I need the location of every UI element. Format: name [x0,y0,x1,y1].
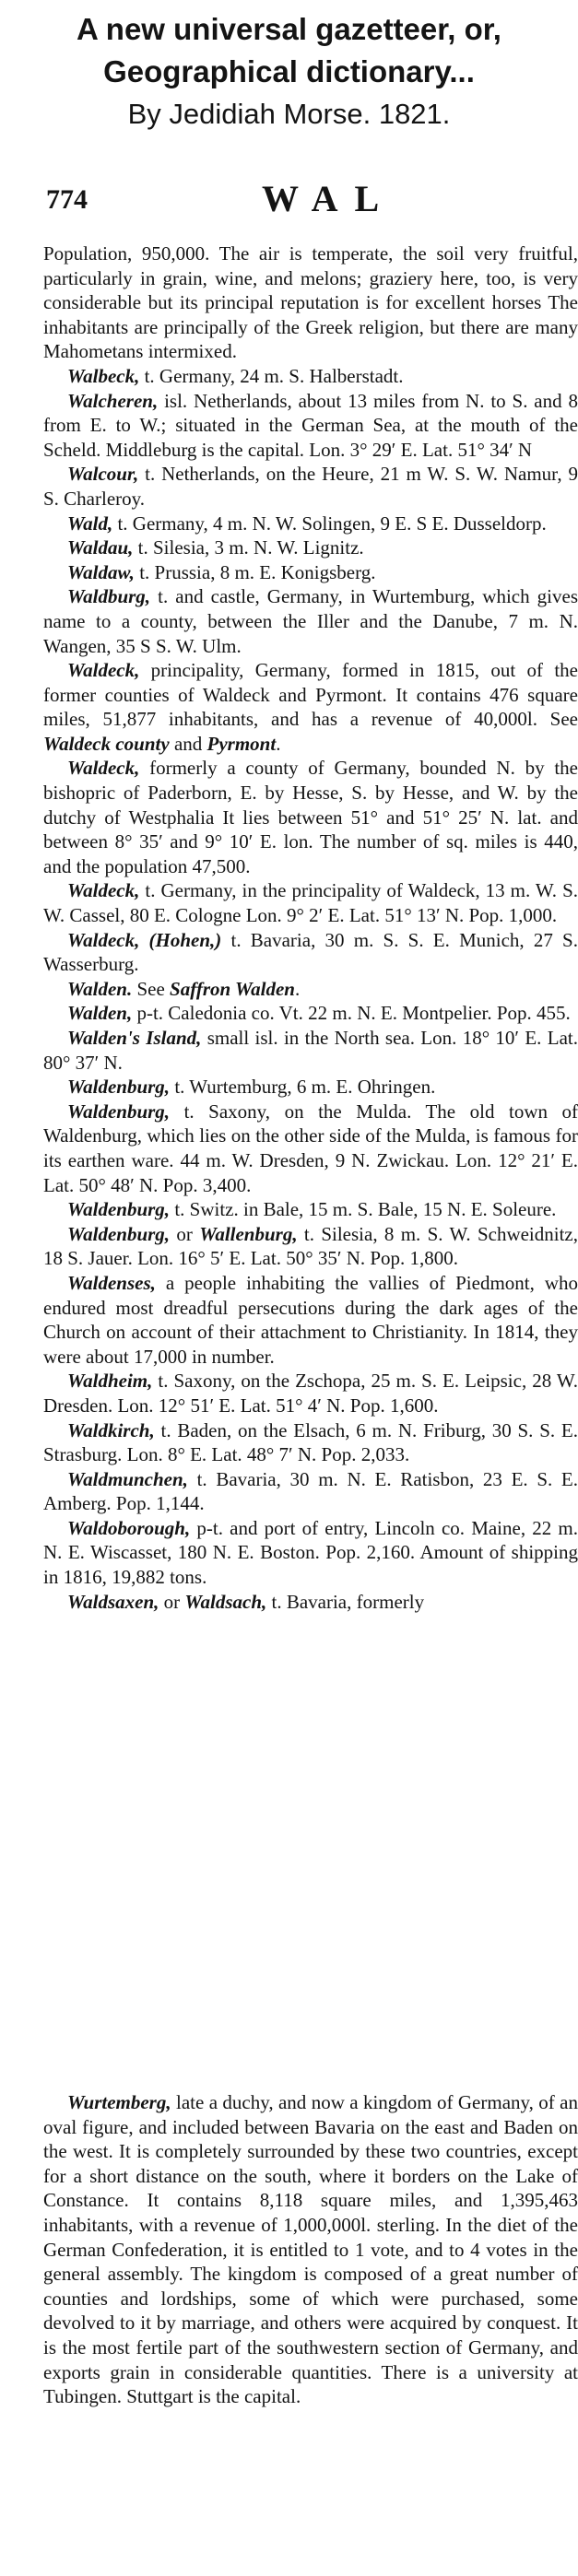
entry-text: or [159,1590,185,1613]
gazetteer-entry [43,1222,578,1271]
entry-text: . [276,732,281,755]
entry-text: t. Germany, 24 m. S. Halberstadt. [139,364,404,387]
gazetteer-entry [43,389,578,463]
gazetteer-entry [43,2090,578,2409]
entry-text: t. Bavaria, 30 m. N. E. Ratisbon, 23 E. S. E. Amberg. Pop. 1,144. [43,1467,578,1515]
entry-headword: Waldeck, (Hohen,) [67,928,222,951]
entry-headword: Waldenses, [67,1271,156,1294]
entry-text: t. Germany, 4 m. N. W. Solingen, 9 E. S E. Dusseldorp. [112,512,547,535]
entry-headword: Waldenburg, [67,1100,171,1123]
entry-text: t. Germany, in the principality of Waldeck, 13 m. W. S. W. Cassel, 80 E. Cologne Lon. 9° 2′ E. Lat. 51° 13′ N. Pop. 1,000. [43,879,578,927]
gazetteer-entry [43,1590,578,1615]
entry-headword: Waldeck, [67,757,140,780]
entry-headword: Waldkirch, [67,1418,155,1441]
entry-cross-reference: Wallenburg, [199,1222,298,1245]
entry-headword: Walcour, [67,463,139,486]
entry-headword: Walcheren, [67,389,159,412]
entry-headword: Waldheim, [67,1370,153,1393]
gazetteer-column-top [43,241,578,1614]
gazetteer-entry [43,241,578,364]
entry-headword: Walbeck, [67,364,140,387]
gazetteer-entry [43,1001,578,1026]
gazetteer-entry [43,512,578,536]
header-byline: By Jedidiah Morse. 1821. [127,98,451,130]
entry-headword: Walden's Island, [67,1027,202,1049]
entry-headword: Waldau, [67,536,134,559]
gazetteer-entry [43,658,578,756]
entry-text: or [170,1222,200,1245]
entry-text: p-t. Caledonia co. Vt. 22 m. N. E. Montpelier. Pop. 455. [132,1002,571,1025]
entry-headword: Waldburg, [67,585,151,608]
entry-text: late a duchy, and now a kingdom of Germany, of an oval figure, and included between Bavaria on the east and Baden on the west. It is completely surrounded by these two countries, except for a short distance on the south, where it borders on the Lake of Constance. It contains 8,118 square miles, and 1,395,463 inhabitants, with a revenue of 1,000,000l. sterling. In the diet of the German Confederation, it is entitled to 1 vote, and to 4 votes in the general assembly. The kingdom is composed of a great number of counties and lordships, some of which were purchased, some devolved to it by marriage, and others were acquired by conquest. It is the most fertile part of the southwestern section of Germany, and exports grain in considerable quantities. There is a university at Tubingen. Stuttgart is the capital. [43,2091,578,2408]
entry-text: t. Silesia, 3 m. N. W. Lignitz. [133,536,364,559]
gazetteer-entry [43,1075,578,1100]
collection-header [0,0,578,147]
running-head-word: WAL [262,178,396,219]
entry-cross-reference: Waldsach, [184,1590,267,1613]
entry-text: . [295,977,301,1000]
gazetteer-entry [43,1026,578,1075]
gazetteer-entry [43,1369,578,1417]
gazetteer-entry [43,1197,578,1222]
entry-text: t. Silesia, 8 m. S. W. Schweidnitz, 18 S. Jauer. Lon. 16° 5′ E. Lat. 50° 35′ N. Pop. 1,800. [43,1222,578,1270]
gazetteer-entry [43,756,578,878]
entry-text: small isl. in the North sea. Lon. 18° 10′ E. Lat. 80° 37′ N. [43,1027,578,1074]
entry-headword: Walden, [67,1002,133,1025]
gazetteer-entry [43,1271,578,1369]
gazetteer-entry [43,878,578,927]
entry-headword: Waldmunchen, [67,1467,188,1490]
entry-text: t. Saxony, on the Mulda. The old town of Waldenburg, which lies on the other side of the Mulda, is famous for its earthen ware. 44 m. W. Dresden, 9 N. Zwickau. Lon. 12° 21′ E. Lat. 50° 48′ N. Pop. 3,400. [43,1100,578,1196]
entry-headword: Waldoborough, [67,1516,191,1539]
entry-text: t. Switz. in Bale, 15 m. S. Bale, 15 N. E. Soleure. [170,1198,557,1221]
page-number: 774 [46,184,88,215]
header-title-line-2: Geographical dictionary... [103,54,475,88]
gazetteer-entry [43,364,578,389]
entry-headword: Waldenburg, [67,1222,171,1245]
entry-headword: Waldeck, [67,879,140,902]
entry-text: formerly a county of Germany, bounded N. by the bishopric of Paderborn, E. by Hesse, S. by Hesse, and W. by the dutchy of Westphalia It lies between 51° and 51° 25′ N. lat. and between 8° 35′ and 9° 10′ E. lon. The number of sq. miles is 440, and the population 47,500. [43,757,578,877]
entry-cross-reference: Pyrmont [206,732,277,755]
entry-text: See [132,977,171,1000]
entry-text: t. Baden, on the Elsach, 6 m. N. Friburg, 30 S. S. E. Strasburg. Lon. 8° E. Lat. 48° 7′ N. Pop. 2,033. [43,1418,578,1466]
entry-text: t. Bavaria, 30 m. S. S. E. Munich, 27 S. Wasserburg. [43,928,578,976]
entry-headword: Waldenburg, [67,1076,171,1099]
entry-cross-reference: Waldeck county [43,732,170,755]
entry-headword: Waldaw, [67,560,135,583]
entry-text: t. Prussia, 8 m. E. Konigsberg. [134,560,376,583]
gazetteer-entry [43,535,578,560]
gazetteer-entry [43,1516,578,1590]
page-running-head [44,175,570,221]
entry-headword: Wurtemberg, [67,2091,171,2113]
entry-text: p-t. and port of entry, Lincoln co. Maine, 22 m. N. E. Wiscasset, 180 N. E. Boston. Pop. 2,160. Amount of shipping in 1816, 19,882 tons. [43,1516,578,1589]
gazetteer-entry [43,584,578,658]
entry-headword: Waldsaxen, [67,1590,159,1613]
gazetteer-entry [43,1467,578,1516]
entry-headword: Walden. [67,977,133,1000]
entry-text: and [169,732,207,755]
entry-headword: Wald, [67,512,113,535]
header-title-line-1: A new universal gazetteer, or, [77,12,501,46]
entry-text: t. and castle, Germany, in Wurtemburg, which gives name to a county, between the Iller and the Danube, 7 m. N. Wangen, 35 S S. W. Ulm. [43,585,578,657]
entry-text: Population, 950,000. The air is temperate, the soil very fruitful, particularly in grain, wine, and melons; graziery here, too, is very considerable but its principal reputation is for excellent horses The inhabitants are principally of the Greek religion, but there are many Mahometans intermixed. [43,242,578,363]
entry-text: t. Netherlands, on the Heure, 21 m W. S. W. Namur, 9 S. Charleroy. [43,463,578,510]
entry-cross-reference: Saffron Walden [170,977,295,1000]
entry-text: isl. Netherlands, about 13 miles from N. to S. and 8 from E. to W.; situated in the German Sea, at the mouth of the Scheld. Middleburg is the capital. Lon. 3° 29′ E. Lat. 51° 34′ N [43,389,578,461]
gazetteer-entry [43,928,578,977]
entry-headword: Waldenburg, [67,1198,171,1221]
gazetteer-entry [43,560,578,585]
entry-text: t. Saxony, on the Zschopa, 25 m. S. E. Leipsic, 28 W. Dresden. Lon. 12° 51′ E. Lat. 51° 4′ N. Pop. 1,600. [43,1370,578,1417]
gazetteer-entry [43,1100,578,1197]
entry-text: principality, Germany, formed in 1815, out of the former counties of Waldeck and Pyrmont. It contains 476 square miles, 51,877 inhabitants, and has a revenue of 40,000l. See [43,659,578,731]
entry-text: a people inhabiting the vallies of Piedmont, who endured most dreadful persecutions during the dark ages of the Church on account of their attachment to Christianity. In 1814, they were about 17,000 in number. [43,1271,578,1368]
gazetteer-column-bottom [43,2090,578,2409]
entry-text: t. Bavaria, formerly [266,1590,425,1613]
gazetteer-entry [43,462,578,511]
entry-headword: Waldeck, [67,659,140,682]
gazetteer-entry [43,1418,578,1467]
gazetteer-entry [43,977,578,1002]
entry-text: t. Wurtemburg, 6 m. E. Ohringen. [170,1076,436,1099]
